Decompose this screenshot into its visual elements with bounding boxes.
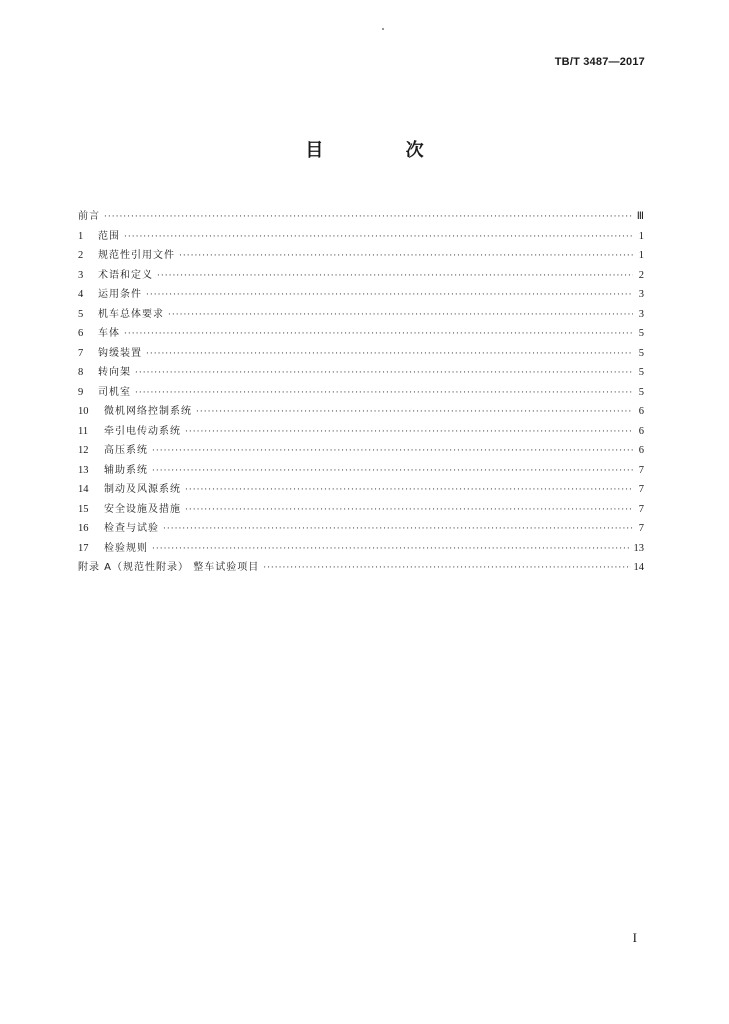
toc-entry[interactable]	[78, 305, 644, 325]
toc-entry-number: 12	[78, 445, 89, 456]
toc-entry[interactable]	[78, 461, 644, 481]
toc-entry-number: 10	[78, 406, 89, 417]
toc-entry-page: 6	[638, 445, 644, 456]
toc-entry[interactable]	[78, 363, 644, 383]
toc-entry-page: 5	[638, 347, 644, 359]
toc-leader-dots	[157, 267, 633, 287]
toc-entry-label: 安全设施及措施	[104, 503, 181, 515]
toc-leader-dots	[185, 423, 633, 443]
toc-entry-label: 范围	[98, 230, 120, 242]
toc-entry-page: 14	[633, 562, 644, 573]
toc-leader-dots	[104, 208, 633, 228]
toc-entry-number: 9	[78, 386, 84, 398]
toc-entry-label: 转向架	[98, 367, 131, 378]
toc-entry-label: 规范性引用文件	[98, 250, 175, 261]
toc-leader-dots	[152, 442, 633, 462]
toc-entry-label: 制动及风源系统	[104, 484, 181, 495]
toc-entry[interactable]	[78, 324, 644, 344]
toc-entry-page: 5	[638, 367, 644, 378]
scan-speck	[382, 28, 384, 30]
toc-entry-number: 2	[78, 250, 84, 261]
toc-leader-dots	[135, 384, 633, 404]
toc-entry-page: 3	[638, 289, 644, 300]
toc-leader-dots	[168, 306, 633, 326]
toc-entry[interactable]	[78, 402, 644, 422]
toc-entry-label: 前言	[78, 211, 100, 222]
toc-entry-number: 11	[78, 425, 89, 437]
page-title: 目 次	[305, 140, 462, 161]
page-number: I	[632, 930, 637, 945]
toc-entry[interactable]	[78, 207, 644, 227]
toc-leader-dots	[152, 462, 633, 482]
toc-entry[interactable]	[78, 422, 644, 442]
toc-entry-number: 1	[78, 230, 84, 242]
toc-leader-dots	[163, 520, 633, 540]
toc-entry-number: 14	[78, 484, 89, 495]
toc-entry[interactable]	[78, 500, 644, 520]
toc-entry-page: 1	[638, 250, 644, 261]
toc-leader-dots	[146, 286, 633, 306]
toc-entry-label: 机车总体要求	[98, 308, 164, 320]
toc-entry-page: 13	[633, 542, 644, 554]
toc-entry-page: 1	[638, 230, 644, 242]
toc-entry[interactable]	[78, 441, 644, 461]
toc-entry-number: 8	[78, 367, 84, 378]
standard-code: TB/T 3487—2017	[554, 56, 645, 68]
toc-leader-dots	[135, 364, 633, 384]
toc-entry-label: 高压系统	[104, 445, 148, 456]
toc-entry[interactable]	[78, 539, 644, 559]
toc-leader-dots	[152, 540, 631, 560]
toc-leader-dots	[146, 345, 633, 365]
toc-entry-number: 3	[78, 269, 84, 281]
toc-entry-label: 辅助系统	[104, 464, 148, 476]
toc-entry-page: 3	[638, 308, 644, 320]
toc-leader-dots	[185, 481, 633, 501]
toc-entry[interactable]	[78, 246, 644, 266]
toc-entry-label: 车体	[98, 328, 120, 339]
toc-entry-page: 6	[638, 406, 644, 417]
toc-entry-number: 16	[78, 523, 89, 534]
table-of-contents	[78, 207, 644, 578]
toc-entry-page: 7	[638, 464, 644, 476]
toc-entry-label: 钩缓装置	[98, 347, 142, 359]
toc-entry-label: 微机网络控制系统	[104, 406, 192, 417]
toc-leader-dots	[185, 501, 633, 521]
toc-entry[interactable]	[78, 227, 644, 247]
toc-entry-label: 检查与试验	[104, 523, 159, 534]
toc-leader-dots	[124, 325, 633, 345]
toc-entry[interactable]	[78, 285, 644, 305]
toc-leader-dots	[124, 228, 633, 248]
toc-entry-page: 5	[638, 328, 644, 339]
toc-entry-page: 2	[638, 269, 644, 281]
toc-leader-dots	[263, 559, 630, 579]
toc-entry[interactable]	[78, 519, 644, 539]
toc-entry-page: 7	[638, 523, 644, 534]
toc-entry-label: 司机室	[98, 386, 131, 398]
toc-entry-page: Ⅲ	[636, 211, 644, 222]
toc-entry-label: 术语和定义	[98, 269, 153, 281]
toc-entry[interactable]	[78, 480, 644, 500]
toc-entry[interactable]	[78, 266, 644, 286]
toc-entry[interactable]	[78, 558, 644, 578]
toc-entry-number: 7	[78, 347, 84, 359]
toc-entry-number: 13	[78, 464, 89, 476]
toc-entry-number: 17	[78, 542, 89, 554]
toc-entry-page: 5	[638, 386, 644, 398]
toc-leader-dots	[196, 403, 633, 423]
toc-entry-page: 7	[638, 484, 644, 495]
toc-entry-number: 5	[78, 308, 84, 320]
toc-entry-number: 4	[78, 289, 84, 300]
toc-leader-dots	[179, 247, 633, 267]
toc-entry-number: 6	[78, 328, 84, 339]
toc-entry-page: 7	[638, 503, 644, 515]
toc-entry-label: 检验规则	[104, 542, 148, 554]
toc-entry-label: 附录 A（规范性附录） 整车试验项目	[78, 562, 260, 573]
toc-entry[interactable]	[78, 383, 644, 403]
toc-entry-page: 6	[638, 425, 644, 437]
toc-entry-label: 牵引电传动系统	[104, 425, 181, 437]
toc-entry-number: 15	[78, 503, 89, 515]
toc-entry-label: 运用条件	[98, 289, 142, 300]
toc-entry[interactable]	[78, 344, 644, 364]
